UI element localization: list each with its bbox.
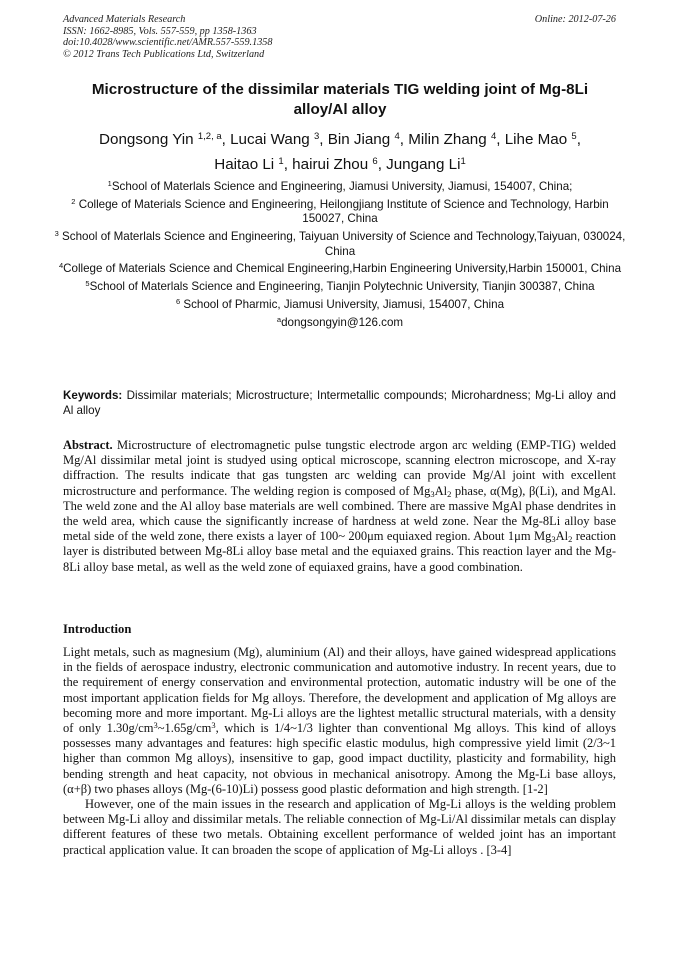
author-name: Lihe Mao [504, 131, 568, 148]
affiliation-mark: 4 [58, 261, 64, 271]
keywords-section [63, 389, 616, 419]
paragraph-text: , which is 1/4~1/3 lighter than conventional Mg alloys. This kind of alloys possesses many advantages and features: high specific elastic modulus, high compressive yield limit (2/3~1 higher than common Mg alloys), insensitive to gap, good impact ductility, plasticity and formability, high bending strength and heat capacity, not obvious in mechanical anisotropy. Among the Mg-Li base alloys, (α+β) two phases alloys (Mg-(6-10)Li) possess good plastic deformation and high strength. [1-2] [63, 721, 616, 796]
subscript: 3 [430, 488, 435, 499]
affiliation [52, 262, 628, 277]
author-name: Dongsong Yin [99, 131, 194, 148]
affiliation [52, 180, 628, 195]
subscript: 2 [447, 488, 452, 499]
affiliation-text: College of Materials Science and Engineering, Heilongjiang Institute of Science and Technology, Harbin 150027, China [75, 197, 609, 226]
author-list: Dongsong Yin $^{1,2, a}$, Lucai Wang $^3$, Bin Jiang $^4$, Milin Zhang $^4$, Lihe Mao $^5$, Haitao Li $^1$, hairui Zhou $^6$, Jungang Li$^1$ [99, 131, 581, 173]
affiliation-mark: 3 [54, 229, 59, 239]
author-affiliation-mark: 4 [394, 131, 400, 142]
paper-title: Microstructure of the dissimilar materials TIG welding joint of Mg-8Li alloy/Al alloy [91, 81, 589, 118]
affiliation-text: School of Materlals Science and Engineering, Tianjin Polytechnic University, Tianjin 300387, China [89, 280, 595, 294]
affiliation-mark: 2 [71, 196, 76, 206]
online-date: Online: 2012-07-26 [534, 14, 616, 25]
keywords-text: Dissimilar materials; Microstructure; Intermetallic compounds; Microhardness; Mg-Li alloy and Al alloy [63, 389, 616, 417]
author-affiliation-mark: 1,2, a [197, 131, 222, 142]
affiliation-mark: 5 [85, 279, 90, 289]
affiliation-text: School of Pharmic, Jiamusi University, Jiamusi, 154007, China [180, 297, 505, 311]
journal-doi: doi:10.4028/www.scientific.net/AMR.557-559.1358 [63, 37, 273, 49]
affiliation-list [52, 180, 628, 334]
affiliation-text: College of Materials Science and Chemical Engineering,Harbin Engineering University,Harbin 150001, China [63, 262, 622, 276]
affiliation-mark: 1 [107, 179, 112, 188]
affiliation-mark: 6 [175, 296, 181, 306]
paragraph: However, one of the main issues in the research and application of Mg-Li alloys is the welding problem between Mg-Li alloy and dissimilar metals. The reliable connection of Mg-Li/Al dissimilar metals can display different features of these two metals. Obtaining excellent performance of welded joint has an important practical application value. It can broaden the scope of application of Mg-Li alloys . [3-4] [63, 797, 616, 857]
affiliation [52, 230, 628, 259]
author-name: Haitao Li [214, 155, 275, 173]
journal-issn: ISSN: 1662-8985, Vols. 557-559, pp 1358-1363 [63, 25, 257, 37]
affiliation-text: School of Materlals Science and Engineering, Jiamusi University, Jiamusi, 154007, China; [111, 180, 573, 193]
abstract-text: phase, α(Mg), β(Li), and MgAl. The weld zone and the Al alloy base materials are well combined. There are massive MgAl phase dendrites in the weld area, which cause the significantly increase of hardness at weld zone. Near the Mg-8Li alloy base metal side of the weld zone, there exists a layer of 100~ 200μm equiaxed region. About 1μm Mg [63, 483, 616, 544]
affiliation [52, 280, 628, 295]
author-affiliation-mark: 3 [313, 131, 320, 142]
affiliation [52, 198, 628, 227]
affiliation-text: School of Materlals Science and Engineering, Taiyuan University of Science and Technology,Taiyuan, 030024, China [58, 230, 626, 258]
superscript: 3 [211, 720, 216, 731]
paragraph-text: ~1.65g/cm [157, 721, 212, 736]
email-mark: a [276, 314, 282, 324]
author-name: Bin Jiang [327, 131, 391, 148]
author-affiliation-mark: 5 [571, 131, 577, 142]
email-text: dongsongyin@126.com [281, 315, 404, 329]
abstract-text: reaction layer is distributed between Mg-8Li alloy base metal and the equiaxed grains. This reaction layer and the Mg-8Li alloy base metal, as well as the weld zone of equiaxed grains, have a good combination. [63, 529, 616, 574]
abstract-text: Al [555, 529, 569, 544]
paragraph [63, 645, 616, 797]
subscript: 3 [551, 534, 556, 545]
author-affiliation-mark: 6 [372, 155, 378, 167]
affiliation [52, 298, 628, 313]
subscript: 2 [568, 534, 573, 545]
section-heading: Introduction [63, 622, 132, 636]
author-name: Jungang Li [386, 155, 461, 173]
author-affiliation-mark: 1 [460, 155, 466, 167]
paragraph-text: Light metals, such as magnesium (Mg), aluminium (Al) and their alloys, have gained widespread applications in the fields of aerospace industry, electronic communication and automotive industry. In recent years, due to the requirement of energy conservation and environmental protection, automatic industry will be one of the most important application fields for Mg alloys. Therefore, the development and application of Mg alloys are becoming more and more important. Mg-Li alloys are the lightest metallic structural materials, with a density of only 1.30g/cm [63, 645, 616, 736]
author-name: Lucai Wang [230, 131, 310, 148]
corresponding-email [52, 316, 628, 331]
author-name: hairui Zhou [292, 155, 369, 173]
keywords-label: Keywords: [63, 389, 123, 402]
abstract-section [63, 438, 616, 575]
journal-copyright: © 2012 Trans Tech Publications Ltd, Switzerland [63, 48, 265, 60]
journal-header [63, 14, 616, 60]
author-affiliation-mark: 4 [490, 131, 497, 142]
abstract-label: Abstract. [63, 438, 113, 452]
introduction-section [63, 645, 616, 858]
abstract-text: Al [434, 483, 448, 498]
journal-name: Advanced Materials Research [63, 14, 186, 25]
abstract-text: Microstructure of electromagnetic pulse tungstic electrode argon arc welding (EMP-TIG) welded Mg/Al dissimilar metal joint is studyed using optical microscope, scanning electron microscope, and X-ray diffraction. The results indicate that gas tungsten arc welding can provide Mg/Al joint with excellent microstructure and performance. The welding region is composed of Mg [63, 438, 616, 498]
author-name: Milin Zhang [408, 131, 487, 148]
superscript: 3 [153, 720, 158, 731]
author-affiliation-mark: 1 [278, 155, 284, 167]
